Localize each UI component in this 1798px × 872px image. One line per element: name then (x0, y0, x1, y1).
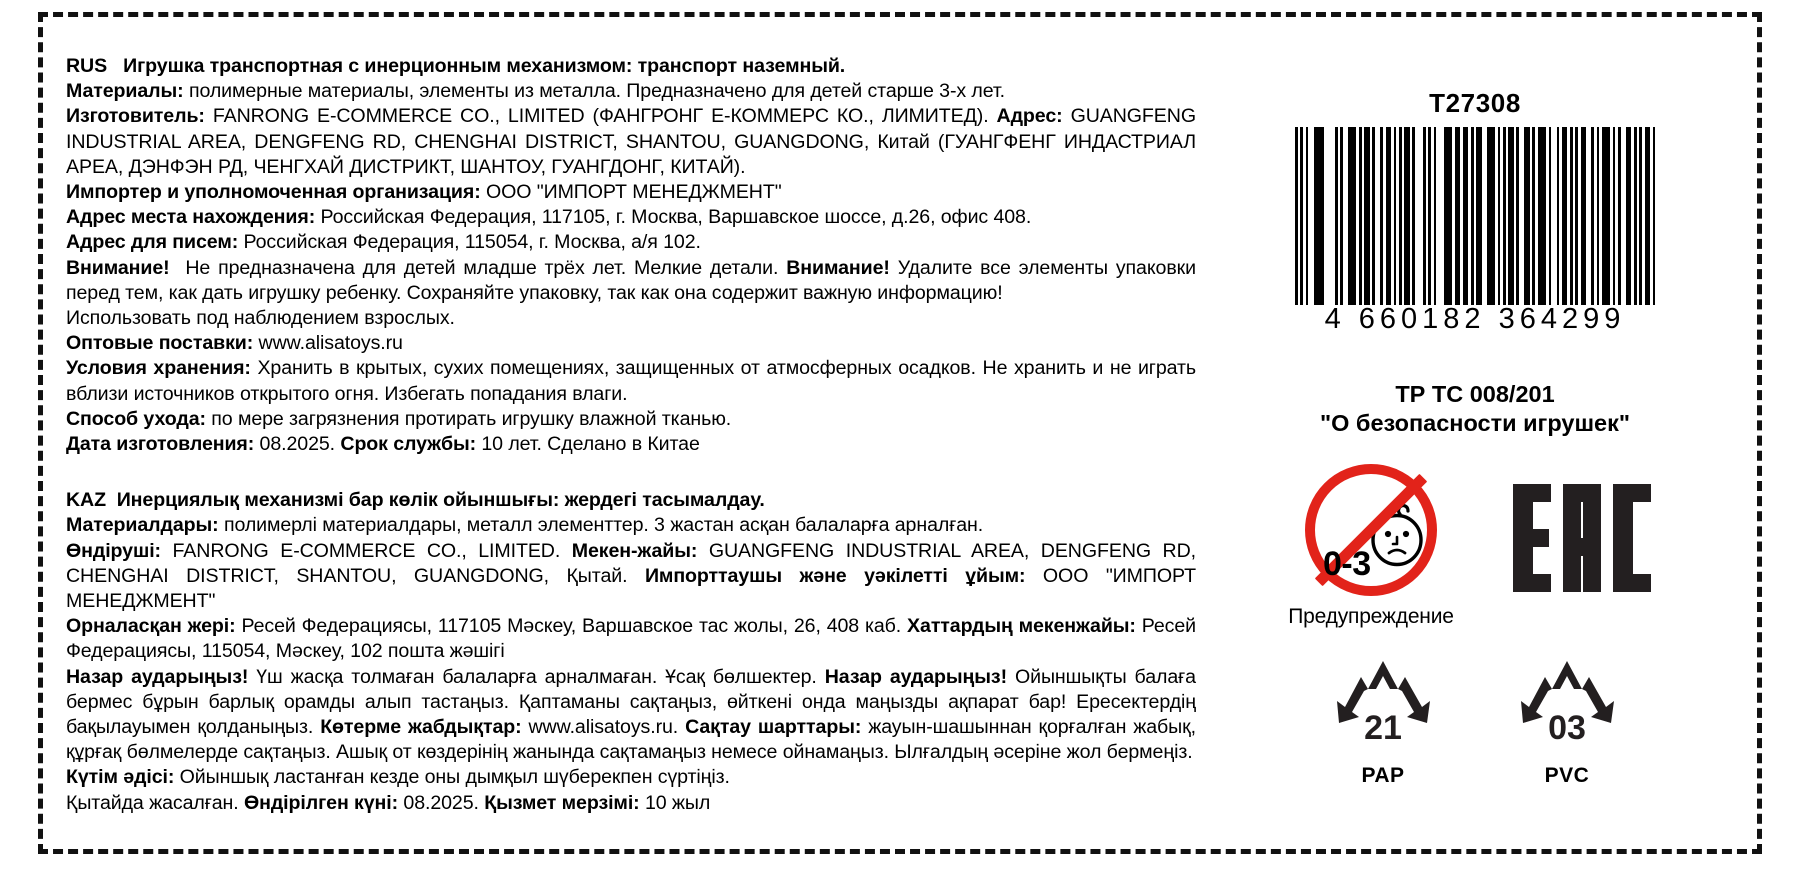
kaz-address-value: GUANGFENG INDUSTRIAL AREA, DENGFENG RD, CHENGHAI DISTRICT, SHANTOU, GUANGDONG, Қытай. (66, 539, 1196, 587)
age-restriction-icon (1305, 464, 1437, 596)
rus-location-line (66, 205, 1196, 230)
age-warning-caption: Предупреждение (1288, 605, 1454, 628)
age-warning-block (1287, 464, 1455, 629)
kaz-attention-value-1: Үш жасқа толмаған балаларға арналмаған. Ұсақ бөлшектер. (256, 665, 817, 688)
rus-materials-label: Материалы: (66, 80, 184, 103)
kaz-wholesale-label: Көтерме жабдықтар: (320, 716, 522, 739)
kaz-importer-value: ООО "ИМПОРТ МЕНЕДЖМЕНТ" (66, 564, 1196, 613)
rus-mail-value: Российская Федерация, 115054, г. Москва, а/я 102. (243, 231, 701, 254)
kaz-mail-label: Хаттардың мекенжайы: (907, 615, 1136, 638)
rus-manufacturer-value: FANRONG E-COMMERCE CO., LIMITED (ФАНГРОНГ Е-КОММЕРС КО., ЛИМИТЕД). (212, 105, 989, 128)
kaz-care-value: Ойыншық ластанған кезде оны дымқыл шүберекпен сүртіңіз. (179, 766, 730, 789)
rus-service-value: 10 лет. Сделано в Китае (481, 433, 700, 456)
rus-wholesale-value: www.alisatoys.ru (258, 332, 403, 355)
tr-ts-title: "О безопасности игрушек" (1319, 410, 1631, 436)
kaz-materials-value: полимерлі материалдары, металл элементтер. 3 жастан асқан балаларға арналған. (223, 514, 984, 537)
rus-mail-line (66, 230, 1196, 255)
kaz-storage-value: жауын-шашыннан қорғалған жабық, құрғақ бөлмелерде сақтаңыз. Ашық от көздерінің жанында сақтамаңыз немесе ойнамаңыз. Ылғалдың әсеріне жол бермеңіз. (66, 716, 1196, 764)
rus-address-label: Адрес: (996, 105, 1063, 128)
recycling-marks-row (1260, 655, 1690, 788)
rus-attention-label: Внимание! (66, 256, 170, 279)
recycle-triangle-icon (1323, 655, 1443, 759)
rus-manufacturer-line (66, 104, 1196, 180)
rus-address-value: GUANGFENG INDUSTRIAL AREA, DENGFENG RD, CHENGHAI DISTRICT, SHANTOU, GUANGDONG, Китай (ГУАНГФЕНГ ИНДАСТРИАЛ АРЕА, ДЭНФЭН РД, ЧЕНГХАЙ ДИСТРИКТ, ШАНТОУ, ГУАНГДОНГ, КИТАЙ). (66, 105, 1196, 178)
recycle-code-value: 03 (1548, 709, 1586, 747)
rus-service-label: Срок службы: (340, 433, 477, 456)
recycle-material-label: PAP (1361, 764, 1405, 787)
rus-attention-line (66, 256, 1196, 306)
rus-supervision-line: Использовать под наблюдением взрослых. (66, 307, 455, 330)
rus-storage-line (66, 356, 1196, 406)
rus-materials-value: полимерные материалы, элементы из металла. Предназначено для детей старше 3-х лет. (188, 80, 1005, 103)
recycle-code-value: 21 (1364, 709, 1402, 747)
rus-manufacturer-label: Изготовитель: (66, 105, 205, 128)
kaz-title-line (66, 488, 1196, 513)
kaz-date-label: Өндірілген күні: (243, 791, 399, 814)
certification-marks-row (1260, 464, 1690, 629)
rus-attention-value-2: Удалите все элементы упаковки перед тем, как дать игрушку ребенку. Сохраняйте упаковку, так как она содержит важную информацию! (66, 256, 1196, 304)
kaz-care-line (66, 765, 1196, 790)
kazakh-language-block (66, 488, 1196, 816)
rus-date-value: 08.2025. (259, 433, 336, 456)
kaz-manufacturer-value: FANRONG E-COMMERCE CO., LIMITED. (172, 539, 561, 562)
recycle-material-label: PVC (1544, 764, 1590, 787)
label-marks-column (1202, 26, 1748, 840)
kaz-service-value: 10 жыл (644, 791, 711, 814)
kaz-materials-label: Материалдары: (66, 514, 219, 537)
kaz-made-in: Қытайда жасалған. (66, 791, 239, 814)
kaz-location-value: Ресей Федерациясы, 117105 Мәскеу, Варшавское тас жолы, 26, 408 каб. (241, 615, 902, 638)
label-text-column (52, 26, 1202, 840)
rus-wholesale-label: Оптовые поставки: (66, 332, 254, 355)
kaz-attention-line (66, 665, 1196, 766)
rus-product-title: Игрушка транспортная с инерционным механизмом: транспорт наземный. (123, 55, 846, 77)
rus-care-value: по мере загрязнения протирать игрушку влажной тканью. (211, 407, 732, 430)
recycling-mark-pvc (1507, 655, 1627, 788)
rus-storage-label: Условия хранения: (66, 357, 251, 380)
label-content (52, 26, 1748, 840)
eac-conformity-icon (1511, 464, 1663, 594)
rus-importer-label: Импортер и уполномоченная организация: (66, 181, 481, 204)
tr-ts-regulation-block (1320, 380, 1630, 438)
rus-date-line (66, 432, 1196, 457)
kaz-manufacturer-line (66, 539, 1196, 615)
kaz-date-line (66, 791, 1196, 816)
kaz-location-line (66, 614, 1196, 664)
kaz-address-label: Мекен-жайы: (571, 539, 698, 562)
rus-attention-value-1: Не предназначена для детей младше трёх лет. Мелкие детали. (185, 256, 779, 279)
barcode-digits: 4 660182 364299 (1324, 303, 1626, 335)
kaz-materials-line (66, 513, 1196, 538)
rus-importer-line (66, 180, 1196, 205)
kaz-attention-label: Назар аударыңыз! (66, 665, 249, 688)
kaz-language-tag: KAZ (66, 489, 106, 512)
rus-storage-value: Хранить в крытых, сухих помещениях, защищенных от атмосферных осадков. Не хранить и не играть вблизи источников открытого огня. Избегать попадания влаги. (66, 357, 1196, 405)
baby-face-icon (1367, 502, 1429, 568)
kaz-date-value: 08.2025. (403, 791, 479, 814)
rus-location-label: Адрес места нахождения: (66, 206, 316, 229)
rus-mail-label: Адрес для писем: (66, 231, 239, 254)
russian-language-block (66, 54, 1196, 457)
kaz-location-label: Орналасқан жері: (66, 615, 236, 638)
barcode-caption: T27308 (1429, 88, 1521, 118)
rus-language-tag: RUS (66, 55, 108, 77)
rus-care-line (66, 407, 1196, 432)
recycle-triangle-icon (1507, 655, 1627, 759)
rus-location-value: Российская Федерация, 117105, г. Москва, Варшавское шоссе, д.26, офис 408. (320, 206, 1032, 229)
kaz-care-label: Күтім әдісі: (66, 766, 175, 789)
kaz-importer-label: Импорттаушы және уәкілетті ұйым: (644, 564, 1026, 587)
kaz-mail-value: Ресей Федерациясы, 115054, Мәскеу, 102 пошта жәшігі (66, 615, 1196, 663)
rus-attention-label-2: Внимание! (786, 256, 890, 279)
recycling-mark-pap (1323, 655, 1443, 788)
kaz-attention-value-2: Ойыншықты балаға бермес бұрын барлық орамды алып тастаңыз. Қаптаманы сақтаңыз, өйткені онда маңызды ақпарат бар! Ересектердің бақылауымен қолданыңыз. (66, 665, 1196, 739)
rus-title-line (66, 54, 1196, 79)
rus-date-label: Дата изготовления: (66, 433, 255, 456)
kaz-product-title: Инерциялық механизмі бар көлік ойыншығы: жердегі тасымалдау. (116, 489, 765, 512)
barcode-icon (1295, 127, 1655, 305)
language-block-separator (66, 457, 1196, 488)
kaz-storage-label: Сақтау шарттары: (685, 716, 862, 739)
age-restriction-value: 0-3 (1323, 545, 1371, 583)
rus-care-label: Способ ухода: (66, 407, 206, 430)
kaz-attention-label-2: Назар аударыңыз! (824, 665, 1007, 688)
tr-ts-number: ТР ТС 008/201 (1395, 381, 1555, 407)
barcode-block (1275, 88, 1675, 336)
kaz-manufacturer-label: Өндіруші: (66, 539, 161, 562)
rus-importer-value: ООО "ИМПОРТ МЕНЕДЖМЕНТ" (485, 181, 782, 204)
rus-wholesale-line (66, 331, 1196, 356)
kaz-service-label: Қызмет мерзімі: (484, 791, 640, 814)
rus-materials-line (66, 79, 1196, 104)
kaz-wholesale-value: www.alisatoys.ru. (528, 716, 679, 739)
